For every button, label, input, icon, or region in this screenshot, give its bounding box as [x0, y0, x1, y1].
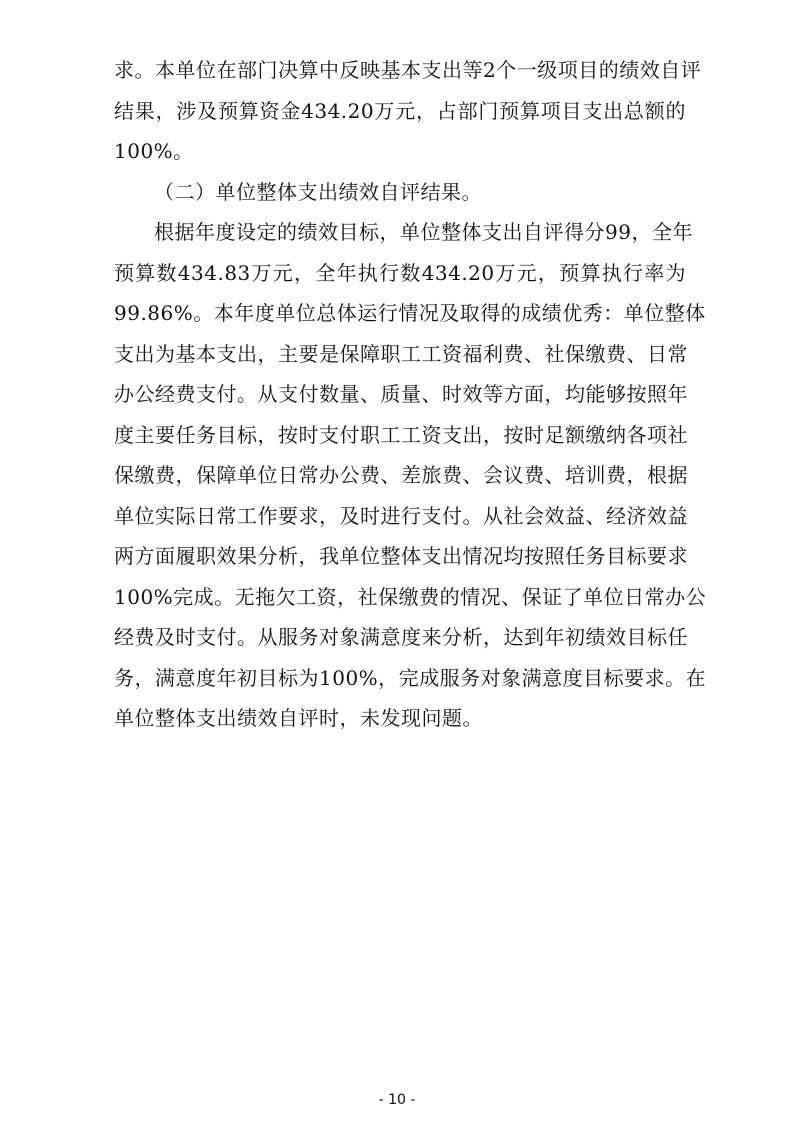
paragraph-continuation [114, 50, 702, 172]
text-line: 支出为基本支出，主要是保障职工工资福利费、社保缴费、日常 [114, 341, 688, 366]
text-line: 求。本单位在部门决算中反映基本支出等2个一级项目的绩效自评 [114, 58, 702, 82]
section-heading: （二）单位整体支出绩效自评结果。 [154, 179, 482, 204]
text-line: 度主要任务目标，按时支付职工工资支出，按时足额缴纳各项社 [114, 422, 688, 447]
text-line: 单位实际日常工作要求，及时进行支付。从社会效益、经济效益 [114, 503, 688, 528]
document-body [114, 50, 707, 739]
text-line: 根据年度设定的绩效目标，单位整体支出自评得分99，全年 [154, 220, 693, 244]
page-number: - 10 - [378, 1092, 416, 1108]
text-line: 99.86%。本年度单位总体运行情况及取得的成绩优秀：单位整体 [114, 301, 706, 325]
text-line: 经费及时支付。从服务对象满意度来分析，达到年初绩效目标任 [114, 625, 688, 649]
text-line: 单位整体支出绩效自评时，未发现问题。 [114, 706, 483, 730]
text-line: 务，满意度年初目标为100%，完成服务对象满意度目标要求。在 [114, 665, 707, 690]
text-line: 结果，涉及预算资金434.20万元，占部门预算项目支出总额的 [114, 98, 686, 123]
text-line: 100%。 [114, 139, 194, 163]
text-line: 100%完成。无拖欠工资，社保缴费的情况、保证了单位日常办公 [114, 584, 707, 609]
text-line: 办公经费支付。从支付数量、质量、时效等方面，均能够按照年 [114, 382, 688, 406]
paragraph-self-evaluation [114, 212, 707, 739]
text-line: 两方面履职效果分析，我单位整体支出情况均按照任务目标要求 [114, 544, 688, 568]
text-line: 保缴费，保障单位日常办公费、差旅费、会议费、培训费，根据 [114, 463, 688, 487]
text-line: 预算数434.83万元，全年执行数434.20万元，预算执行率为 [114, 260, 686, 285]
